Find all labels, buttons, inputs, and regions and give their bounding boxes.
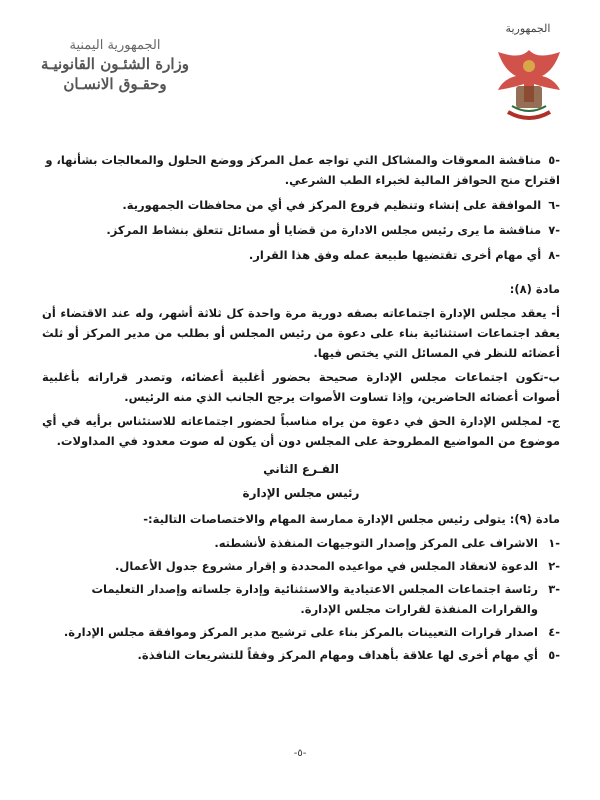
emblem-signature-text: الجمهورية [505, 22, 551, 35]
ministry-name: وزارة الشئـون القانونيـة [41, 55, 189, 73]
list-item: -٥ مناقشة المعوقات والمشاكل التي تواجه عمل المركز ووضع الحلول والمعالجات بشأنها، و اقتراح منح الحوافز المالية لخبراء الطب الشرعي. [45, 153, 560, 187]
list-item: -٣ رئاسة اجتماعات المجلس الاعتيادية والاستثنائية وإدارة جلساته وإصدار التعليمات والقرارات المنفذة لقرارات مجلس الإدارة. [91, 582, 560, 616]
document-body [42, 150, 560, 668]
article-9-title: مادة (٩): يتولى رئيس مجلس الإدارة ممارسة المهام والاختصاصات التالية:- [143, 512, 560, 526]
list-item: -٤ اصدار قرارات التعيينات بالمركز بناء على ترشيح مدير المركز وموافقة مجلس الإدارة. [63, 625, 560, 639]
list-item: -٨ أي مهام أخرى تقتضيها طبيعة عمله وفق هذا القرار. [248, 248, 560, 262]
article-8-para-c: ج- لمجلس الإدارة الحق في دعوة من يراه مناسباً لحضور اجتماعاته للاستئناس برأيه في أي موضوع من المواضيع المطروحة على المجلس دون أن يكون له صوت معدود في المداولات. [42, 414, 560, 448]
ministry-country: الجمهورية اليمنية [69, 38, 161, 53]
list-item: -٧ مناقشة ما يرى رئيس مجلس الادارة من قضايا أو مسائل تتعلق بنشاط المركز. [106, 223, 560, 237]
page-number: -٥- [293, 748, 307, 759]
list-item: -٥ أي مهام أخرى لها علاقة بأهداف ومهام المركز وفقاً للتشريعات النافذة. [137, 648, 560, 662]
article-8-para-a: أ- يعقد مجلس الإدارة اجتماعاته بصفه دورية مرة واحدة كل ثلاثة أشهر، وله عند الاقتضاء أن يعقد اجتماعات استثنائية بناء على دعوة من رئيس المجلس أو بطلب من مدير المركز أو ثلث أعضائه للنظر في المسائل التي يختص فيها. [42, 306, 560, 360]
national-emblem [478, 22, 578, 132]
article-8-title: مادة (٨): [509, 282, 560, 296]
article-9-list [42, 533, 560, 665]
ministry-header [40, 38, 190, 93]
list-item: -٢ الدعوة لانعقاد المجلس في مواعيده المحددة و إقرار مشروع جدول الأعمال. [115, 559, 560, 573]
list-item: -٦ الموافقة على إنشاء وتنظيم فروع المركز في أي من محافظات الجمهورية. [122, 198, 560, 212]
ministry-name-cont: وحقـوق الانسـان [63, 75, 167, 93]
section-heading: الفـرع الثاني [263, 462, 339, 476]
list-item: -١ الاشراف على المركز وإصدار التوجيهات المنفذة لأنشطته. [214, 536, 560, 550]
section-subheading: رئيس مجلس الإدارة [242, 486, 360, 500]
eagle-emblem-icon [486, 42, 572, 128]
article-8-para-b: ب-تكون اجتماعات مجلس الإدارة صحيحة بحضور أغلبية أعضائه، وتصدر قراراته بأغلبية أصوات أعضائه الحاضرين، وإذا تساوت الأصوات يرجح الجانب الذي منه الرئيس. [42, 370, 560, 404]
